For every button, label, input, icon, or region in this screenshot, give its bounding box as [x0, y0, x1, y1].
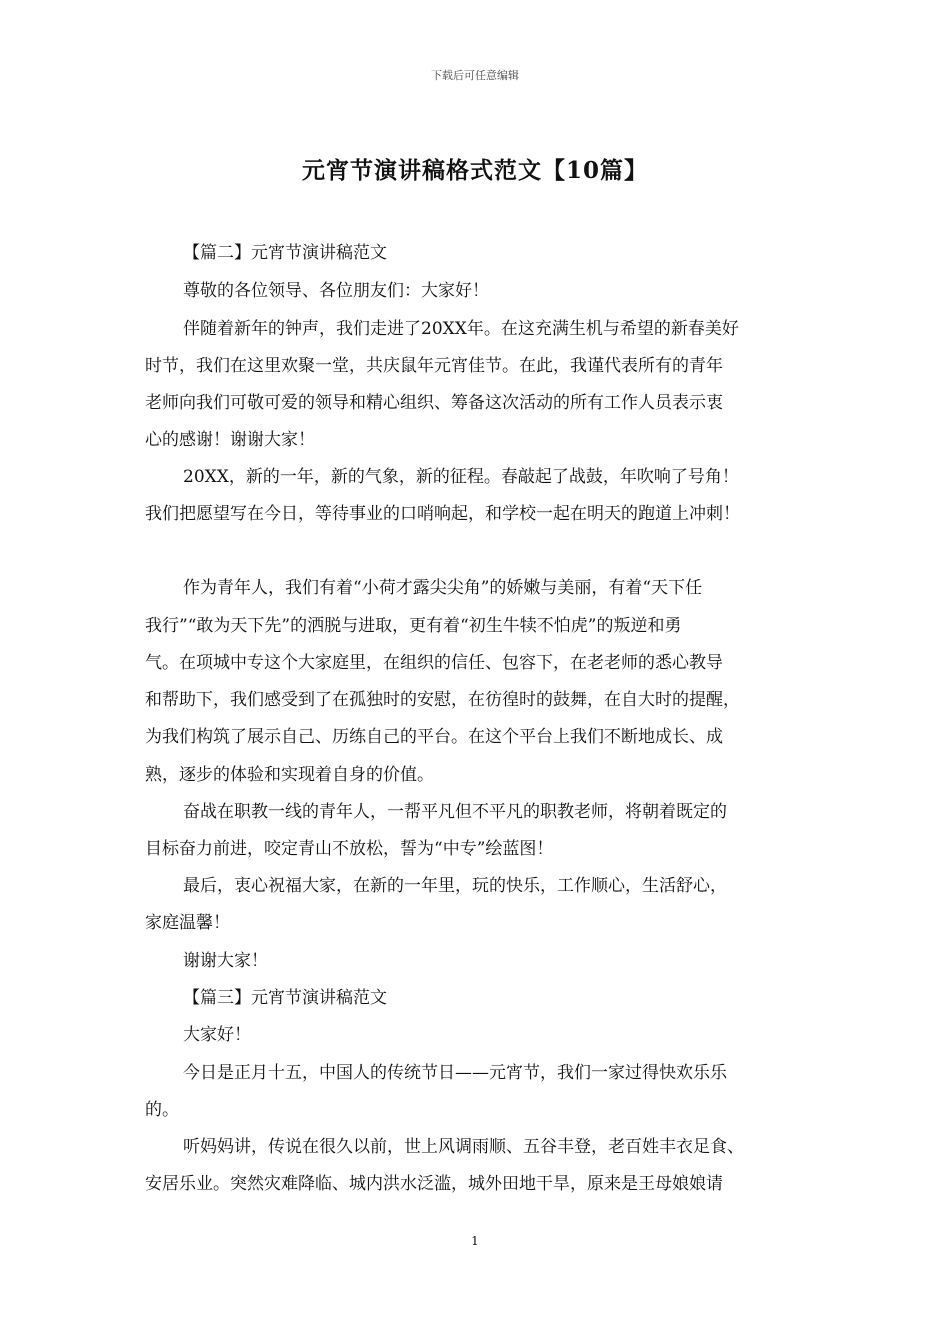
paragraph-line: 我行”“敢为天下先”的洒脱与进取，更有着“初生牛犊不怕虎”的叛逆和勇	[145, 616, 682, 636]
paragraph-line: 听妈妈讲，传说在很久以前，世上风调雨顺、五谷丰登，老百姓丰衣足食、	[183, 1137, 744, 1157]
header-note: 下载后可任意编辑	[431, 69, 519, 82]
section-heading: 【篇二】元宵节演讲稿范文	[183, 243, 387, 263]
paragraph-line: 伴随着新年的钟声，我们走进了20XX年。在这充满生机与希望的新春美好	[183, 319, 739, 339]
paragraph-line: 熟，逐步的体验和实现着自身的价值。	[145, 765, 434, 785]
paragraph-line: 奋战在职教一线的青年人，一帮平凡但不平凡的职教老师，将朝着既定的	[183, 802, 727, 822]
paragraph-line: 作为青年人，我们有着“小荷才露尖尖角”的娇嫩与美丽，有着“天下任	[183, 578, 703, 598]
paragraph-line: 最后，衷心祝福大家，在新的一年里，玩的快乐，工作顺心，生活舒心，	[183, 876, 727, 896]
paragraph-line: 我们把愿望写在今日，等待事业的口哨响起，和学校一起在明天的跑道上冲刺！	[145, 504, 740, 524]
paragraph-line: 目标奋力前进，咬定青山不放松，誓为“中专”绘蓝图！	[145, 839, 554, 859]
paragraph-line: 老师向我们可敬可爱的领导和精心组织、筹备这次活动的所有工作人员表示衷	[145, 393, 723, 413]
paragraph-line: 的。	[145, 1100, 179, 1120]
section-heading: 【篇三】元宵节演讲稿范文	[183, 988, 387, 1008]
greeting: 尊敬的各位领导、各位朋友们：大家好！	[183, 281, 489, 301]
paragraph-line: 安居乐业。突然灾难降临、城内洪水泛滥，城外田地干旱，原来是王母娘娘请	[145, 1174, 723, 1194]
paragraph-line: 气。在项城中专这个大家庭里，在组织的信任、包容下，在老老师的悉心教导	[145, 653, 723, 673]
greeting: 大家好！	[183, 1025, 251, 1045]
paragraph-line: 今日是正月十五，中国人的传统节日——元宵节，我们一家过得快欢乐乐	[183, 1063, 727, 1083]
paragraph-line: 时节，我们在这里欢聚一堂，共庆鼠年元宵佳节。在此，我谨代表所有的青年	[145, 356, 723, 376]
paragraph-line: 家庭温馨！	[145, 913, 230, 933]
paragraph-line: 和帮助下，我们感受到了在孤独时的安慰，在彷徨时的鼓舞，在自大时的提醒，	[145, 690, 740, 710]
page-number: 1	[471, 1234, 479, 1248]
paragraph-line: 谢谢大家！	[183, 951, 268, 971]
paragraph-line: 20XX，新的一年，新的气象，新的征程。春敲起了战鼓，年吹响了号角！	[183, 467, 739, 487]
paragraph-line: 心的感谢！谢谢大家！	[145, 430, 315, 450]
paragraph-line: 为我们构筑了展示自己、历练自己的平台。在这个平台上我们不断地成长、成	[145, 727, 723, 747]
document-title: 元宵节演讲稿格式范文【10篇】	[301, 157, 648, 184]
